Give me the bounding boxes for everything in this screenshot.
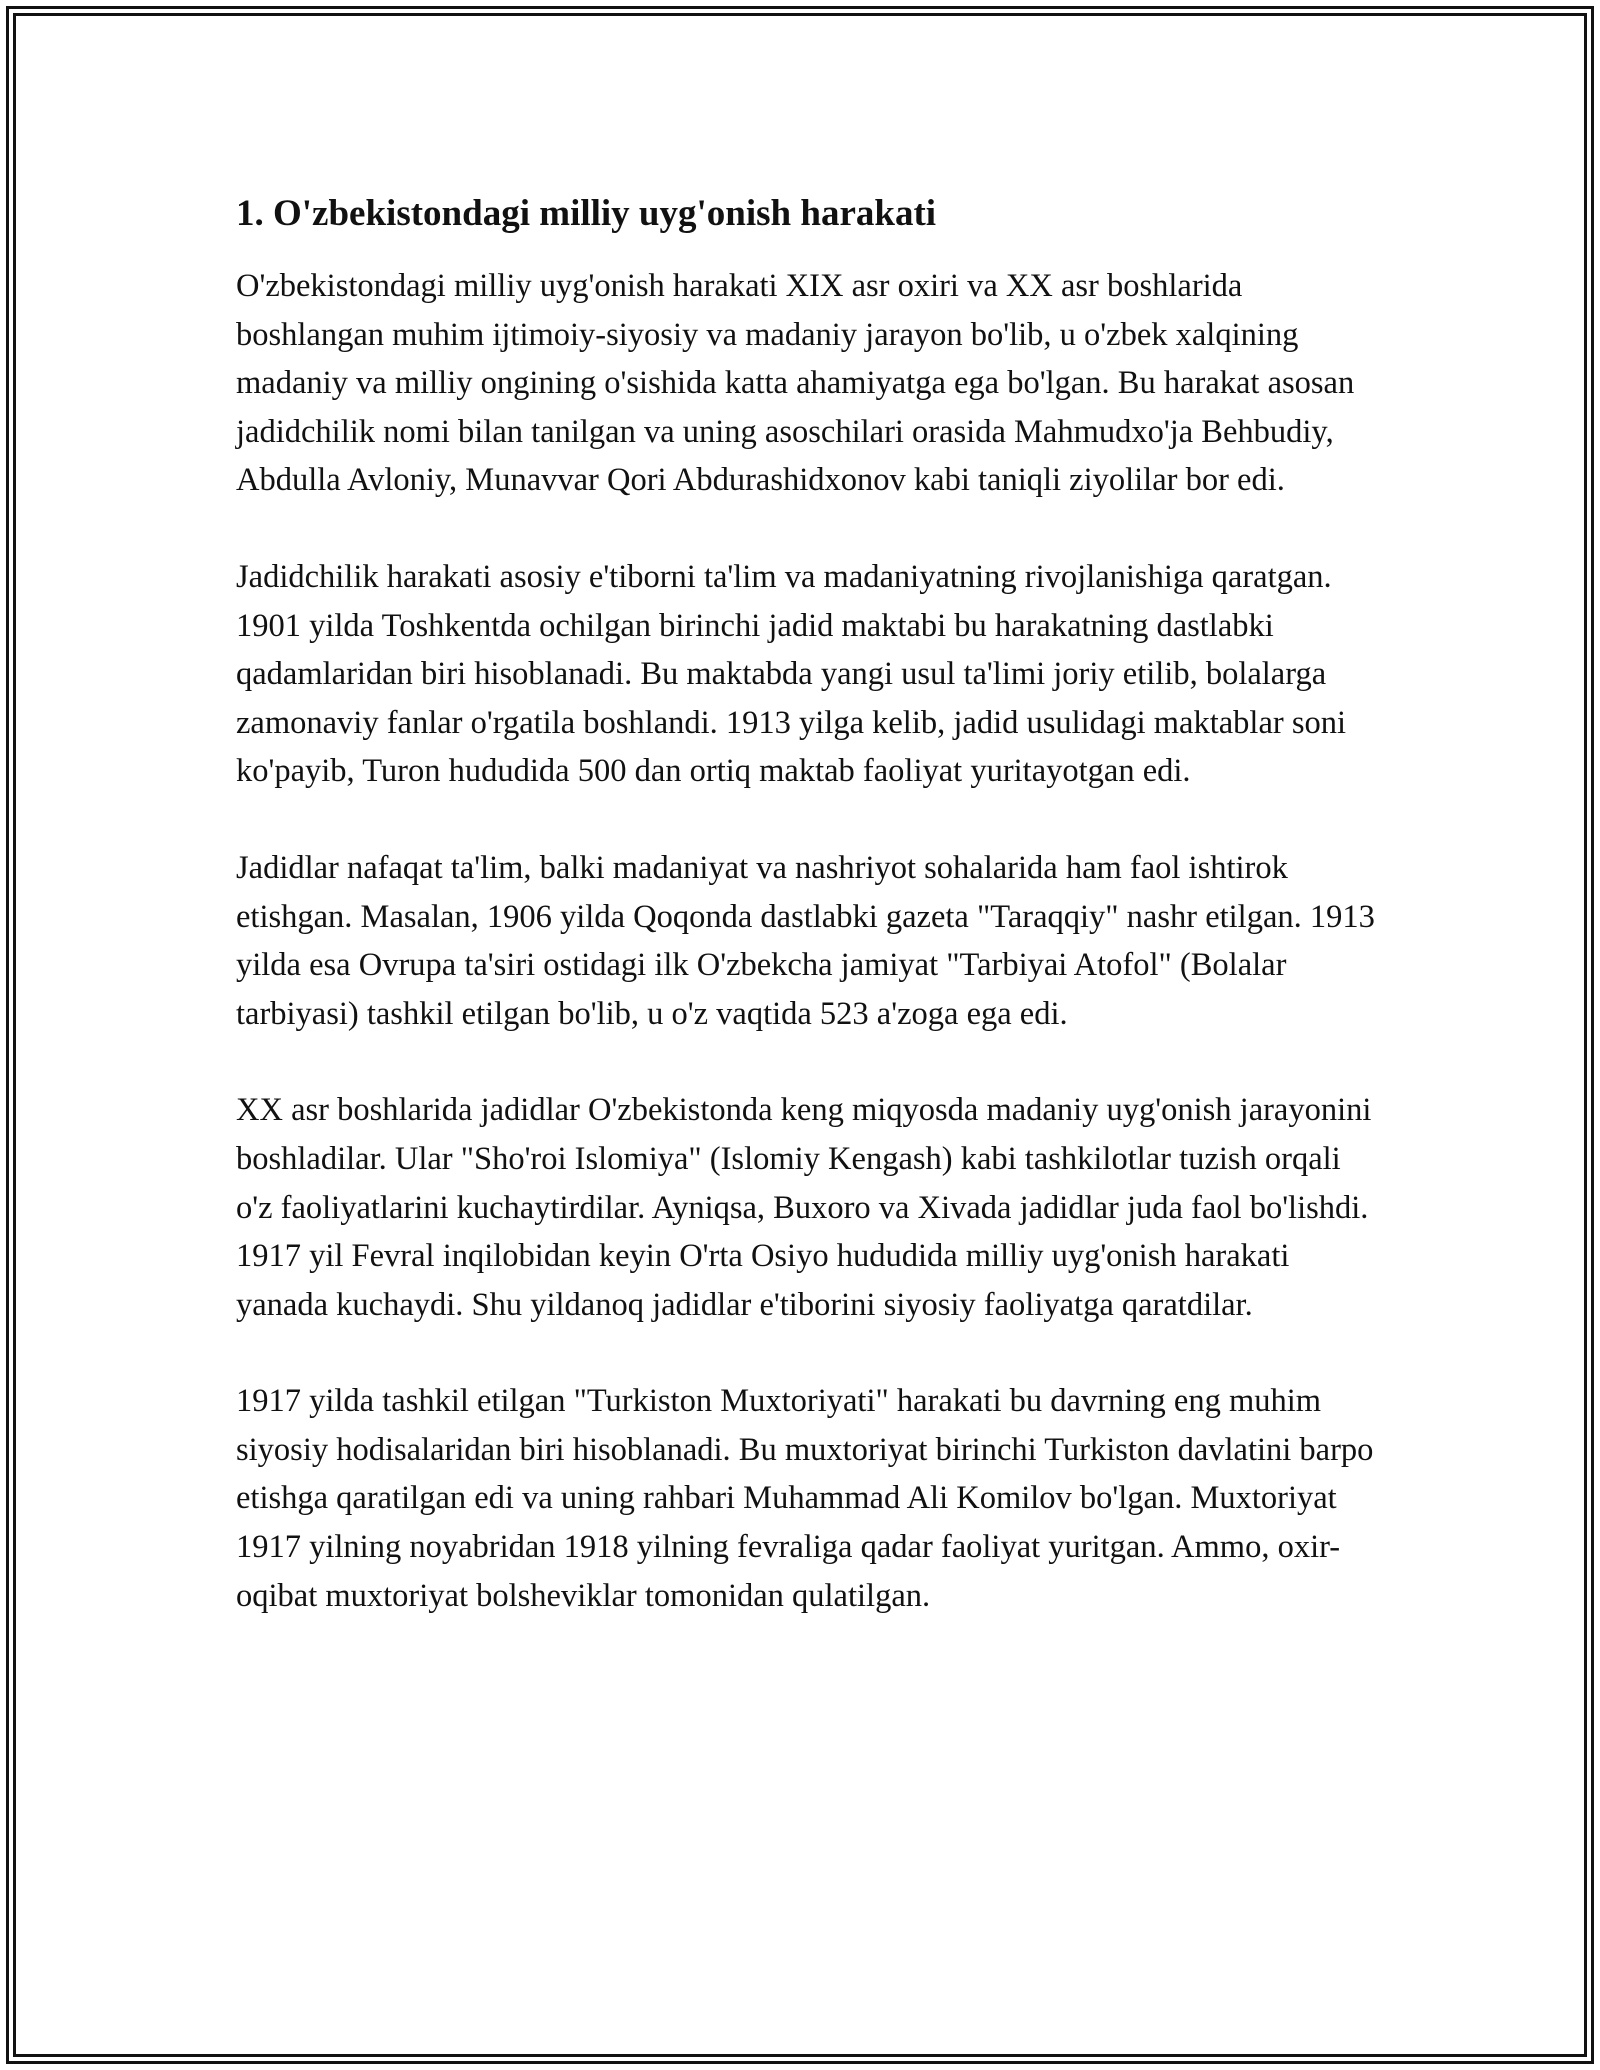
document-body — [236, 188, 1376, 1668]
paragraph-3: Jadidlar nafaqat ta'lim, balki madaniyat va nashriyot sohalarida ham faol ishtirok etishgan. Masalan, 1906 yilda Qoqonda dastlabki gazeta "Taraqqiy" nashr etilgan. 1913 yilda esa Ovrupa ta'siri ostidagi ilk O'zbekcha jamiyat "Tarbiyai Atofol" (Bolalar tarbiyasi) tashkil etilgan bo'lib, u o'z vaqtida 523 a'zoga ega edi. — [236, 849, 1375, 1032]
paragraph-5: 1917 yilda tashkil etilgan "Turkiston Muxtoriyati" harakati bu davrning eng muhim siyosiy hodisalaridan biri hisoblanadi. Bu muxtoriyat birinchi Turkiston davlatini barpo etishga qaratilgan edi va uning rahbari Muhammad Ali Komilov bo'lgan. Muxtoriyat 1917 yilning noyabridan 1918 yilning fevraliga qadar faoliyat yuritgan. Ammo, oxir-oqibat muxtoriyat bolsheviklar tomonidan qulatilgan. — [236, 1383, 1374, 1614]
paragraph-2: Jadidchilik harakati asosiy e'tiborni ta'lim va madaniyatning rivojlanishiga qaratgan. 1901 yilda Toshkentda ochilgan birinchi jadid maktabi bu harakatning dastlabki qadamlaridan biri hisoblanadi. Bu maktabda yangi usul ta'limi joriy etilib, bolalarga zamonaviy fanlar o'rgatila boshlandi. 1913 yilga kelib, jadid usulidagi maktablar soni ko'payib, Turon hududida 500 dan ortiq maktab faoliyat yuritayotgan edi. — [236, 558, 1346, 790]
paragraph-1: O'zbekistondagi milliy uyg'onish harakati XIX asr oxiri va XX asr boshlarida boshlangan muhim ijtimoiy-siyosiy va madaniy jarayon bo'lib, u o'zbek xalqining madaniy va milliy ongining o'sishida katta ahamiyatga ega bo'lgan. Bu harakat asosan jadidchilik nomi bilan tanilgan va uning asoschilari orasida Mahmudxo'ja Behbudiy, Abdulla Avloniy, Munavvar Qori Abdurashidxonov kabi taniqli ziyolilar bor edi. — [236, 268, 1355, 499]
paragraph-4: XX asr boshlarida jadidlar O'zbekistonda keng miqyosda madaniy uyg'onish jarayonini boshladilar. Ular "Sho'roi Islomiya" (Islomiy Kengash) kabi tashkilotlar tuzish orqali o'z faoliyatlarini kuchaytirdilar. Ayniqsa, Buxoro va Xivada jadidlar juda faol bo'lishdi. 1917 yil Fevral inqilobidan keyin O'rta Osiyo hududida milliy uyg'onish harakati yanada kuchaydi. Shu yildanoq jadidlar e'tiborini siyosiy faoliyatga qaratdilar. — [236, 1092, 1372, 1323]
section-heading: 1. O'zbekistondagi milliy uyg'onish harakati — [236, 193, 937, 234]
